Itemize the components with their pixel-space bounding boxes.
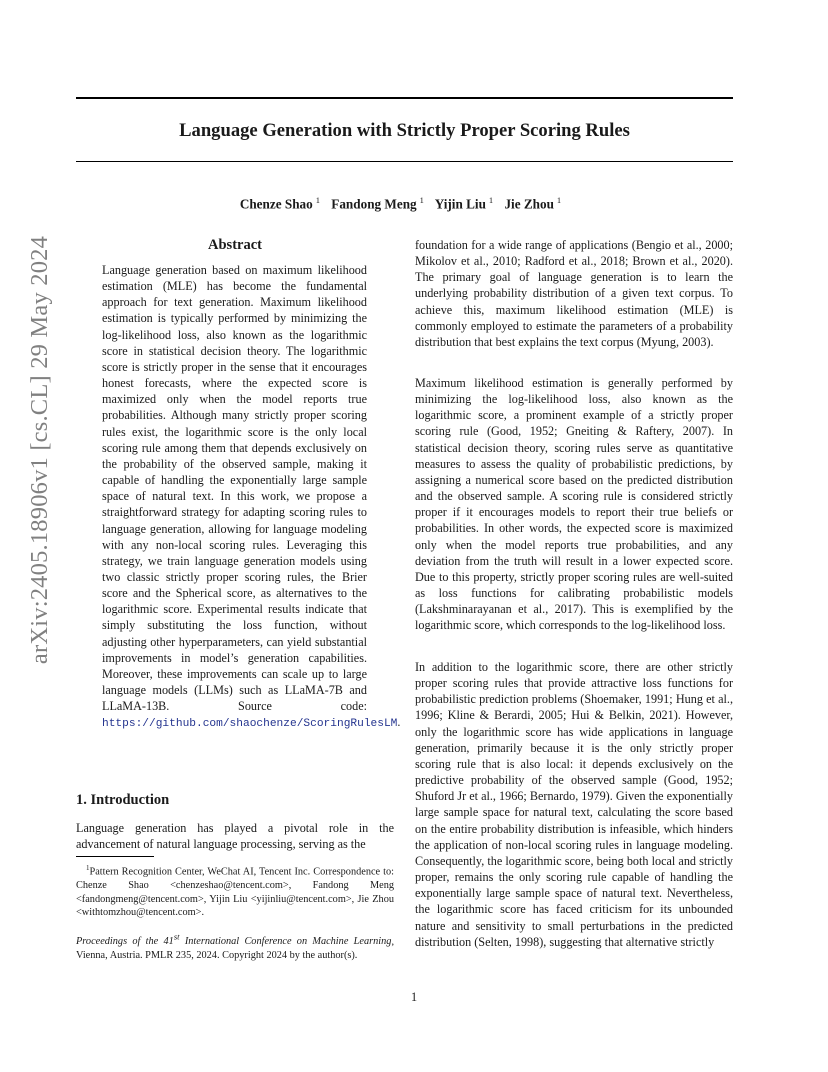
intro-paragraph-left: Language generation has played a pivotal role in the advancement of natural language processing, serving as the (76, 821, 394, 852)
abstract-text: Language generation based on maximum likelihood estimation (MLE) has become the fundamental approach for text generation. Maximum likelihood estimation is typically performed by minimizing the log-likelihood loss, also known as the logarithmic score in statistical decision theory. The logarithmic score is strictly proper in the sense that it encourages honest forecasts, where the expected score is maximized only when the model reports true probabilities. Although many strictly proper scoring rules exist, the logarithmic score is the only local scoring rule among them that depends exclusively on the probability of the observed sample, making it capable of handling the exponentially large sample space of natural text. In this work, we propose a straightforward strategy for adapting scoring rules to language generation, allowing for language modeling with any non-local scoring rules. Leveraging this strategy, we train language generation models using two classic strictly proper scoring rules, the Brier score and the Spherical score, as alternatives to the logarithmic score. Experimental results indicate that simply substituting the loss function, without adjusting other hyperparameters, can yield substantial improvements in model’s generation capabilities. Moreover, these improvements can scale up to large language models (LLMs) such as LLaMA-7B and LLaMA-13B. Source code: (102, 263, 367, 714)
proceedings-prefix: Proceedings of the (76, 936, 164, 948)
page-number: 1 (410, 990, 418, 1004)
footnote-rule (76, 856, 154, 857)
intro-paragraph-2: Maximum likelihood estimation is generally performed by minimizing the log-likelihood loss, also known as the logarithmic score, a prominent example of a strictly proper scoring rule (Good, 1952; Gneiting & Raftery, 2007). In statistical decision theory, scoring rules serve as quantitative measures to assess the quality of probabilistic predictions, by assigning a numerical score based on the predicted distribution and the observed sample. A scoring rule is considered strictly proper if it encourages models to report their true beliefs or probabilities. In other words, the expected score is maximized only when the model reports true probabilities, and any deviation from the truth will result in a lower expected score. Due to this property, strictly proper scoring rules are well-suited as loss functions for calibrating probabilistic models (Lakshminarayanan et al., 2017). This is exemplified by the logarithmic score, which corresponds to the log-likelihood loss. (415, 376, 733, 633)
intro-paragraph-1: foundation for a wide range of applications (Bengio et al., 2000; Mikolov et al., 2010; Radford et al., 2018; Brown et al., 2020). The primary goal of language generation is to learn the underlying probability distribution of a given text corpus. To achieve this, maximum likelihood estimation (MLE) is commonly employed to estimate the parameters of a probability distribution that best explains the text corpus (Myung, 2003). (415, 238, 733, 349)
author-name: Fandong Meng (331, 196, 417, 212)
title-bottom-rule (76, 161, 733, 162)
top-rule (76, 97, 733, 99)
author-name: Jie Zhou (504, 196, 554, 212)
author-name: Chenze Shao (239, 196, 313, 212)
abstract-body (102, 262, 401, 733)
author-list (76, 191, 733, 213)
footnote-text: Pattern Recognition Center, WeChat AI, Tencent Inc. Correspondence to: Chenze Shao <chenzeshao@tencent.com>, Fandong Meng <fandongmeng@tencent.com>, Yijin Liu <yijinliu@tencent.com>, Jie Zhou <withtomzhou@tencent.com>. (76, 866, 394, 919)
abstract-heading: Abstract (208, 237, 262, 253)
author-affiliation: 1 (488, 195, 494, 205)
abstract-end: . (397, 715, 401, 730)
arxiv-identifier: arXiv:2405.18906v1 [cs.CL] 29 May 2024 (26, 235, 53, 665)
author-name: Yijin Liu (434, 196, 486, 212)
section-heading-introduction: 1. Introduction (76, 792, 170, 808)
proceedings-rest: , Vienna, Austria. PMLR 235, 2024. Copyright 2024 by the author(s). (76, 936, 395, 962)
affiliation-footnote (76, 862, 394, 920)
proceedings-ordinal-suffix: st (173, 932, 180, 942)
proceedings-conference: International Conference on Machine Learning (179, 936, 392, 948)
author-affiliation: 1 (419, 195, 424, 205)
author-affiliation: 1 (556, 195, 562, 205)
source-code-link[interactable]: https://github.com/shaochenze/ScoringRulesLM (102, 718, 398, 731)
proceedings-ordinal: 41 (163, 936, 174, 948)
intro-paragraph-3: In addition to the logarithmic score, there are other strictly proper scoring rules that provide attractive loss functions for probabilistic prediction problems (Shoemaker, 1991; Hung et al., 1996; Kline & Berardi, 2005; Hui & Belkin, 2021). However, only the logarithmic score has wide applications in language generation, primarily because it is the only strictly proper scoring rule that is also local: it depends exclusively on the predictive probability of the observed sample (Good, 1952; Shuford Jr et al., 1966; Bernardo, 1979). Given the exponentially large sample space for natural text, calculating the score based on the entire probability distribution is infeasible, which hinders the application of non-local scoring rules in language modeling. Consequently, the logarithmic score, being both local and strictly proper, remains the only scoring rule capable of handling the exponentially large sample space of natural text. Nevertheless, the logarithmic score has faced criticism for its unbounded nature and sensitivity to small perturbations in the predicted distribution (Selten, 1998), suggesting that alternative strictly (415, 660, 733, 949)
proceedings-note (76, 931, 394, 963)
author-affiliation: 1 (315, 195, 320, 205)
footnote-mark: 1 (86, 864, 90, 872)
paper-title: Language Generation with Strictly Proper Scoring Rules (179, 120, 630, 141)
